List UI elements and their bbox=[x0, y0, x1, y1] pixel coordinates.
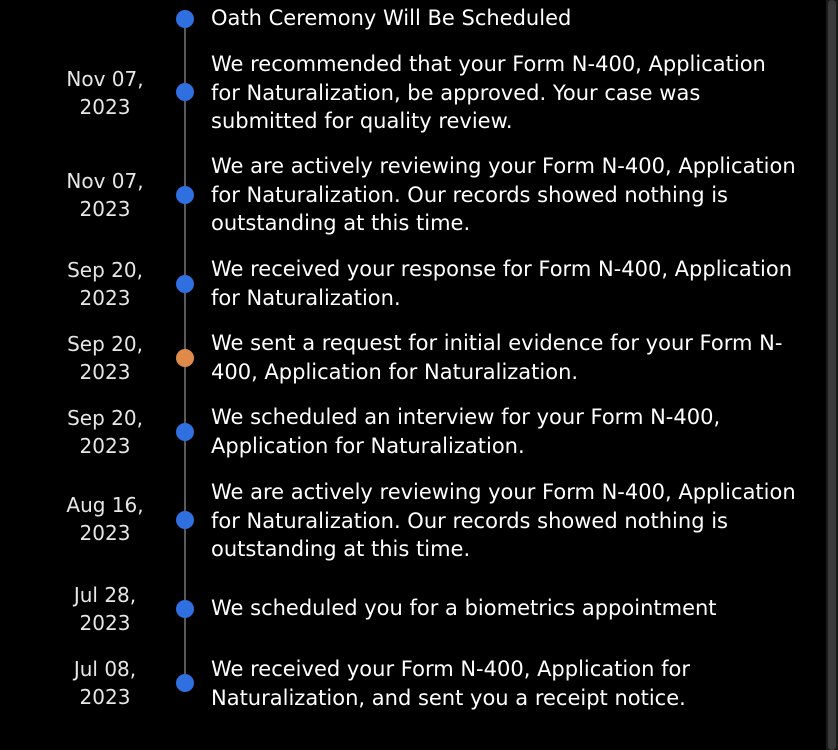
event-date: Jul 08, 2023 bbox=[73, 657, 137, 709]
event-date: Sep 20, 2023 bbox=[67, 258, 143, 310]
status-dot-icon bbox=[176, 674, 194, 692]
event-description: Oath Ceremony Will Be Scheduled bbox=[211, 6, 572, 30]
event-description: We received your Form N-400, Application for Naturalization, and sent you a receipt notice. bbox=[211, 657, 690, 710]
status-dot-icon bbox=[176, 349, 194, 367]
event-date: Nov 07, 2023 bbox=[66, 67, 144, 119]
event-description: We are actively reviewing your Form N-400, Application for Naturalization. Our records showed nothing is outstanding at this time. bbox=[211, 480, 796, 561]
event-date: Sep 20, 2023 bbox=[67, 332, 143, 384]
event-date: Sep 20, 2023 bbox=[67, 406, 143, 458]
event-description: We received your response for Form N-400, Application for Naturalization. bbox=[211, 257, 793, 310]
status-dot-icon bbox=[176, 423, 194, 441]
event-description: We recommended that your Form N-400, Application for Naturalization, be approved. Your case was submitted for quality review. bbox=[211, 52, 766, 133]
event-description: We sent a request for initial evidence for your Form N-400, Application for Naturalization. bbox=[211, 331, 783, 384]
status-dot-icon bbox=[176, 83, 194, 101]
status-dot-icon bbox=[176, 600, 194, 618]
status-dot-icon bbox=[176, 10, 194, 28]
event-date: Nov 07, 2023 bbox=[66, 169, 144, 221]
status-dot-icon bbox=[176, 275, 194, 293]
event-description: We are actively reviewing your Form N-400, Application for Naturalization. Our records showed nothing is outstanding at this time. bbox=[211, 154, 796, 235]
scrollbar-thumb[interactable] bbox=[828, 0, 836, 750]
event-date: Aug 16, 2023 bbox=[66, 493, 144, 545]
event-description: We scheduled you for a biometrics appointment bbox=[211, 596, 717, 620]
status-dot-icon bbox=[176, 511, 194, 529]
event-description: We scheduled an interview for your Form N-400, Application for Naturalization. bbox=[211, 405, 721, 458]
status-dot-icon bbox=[176, 186, 194, 204]
vertical-scrollbar[interactable] bbox=[826, 0, 838, 750]
event-date: Jul 28, 2023 bbox=[73, 583, 137, 635]
